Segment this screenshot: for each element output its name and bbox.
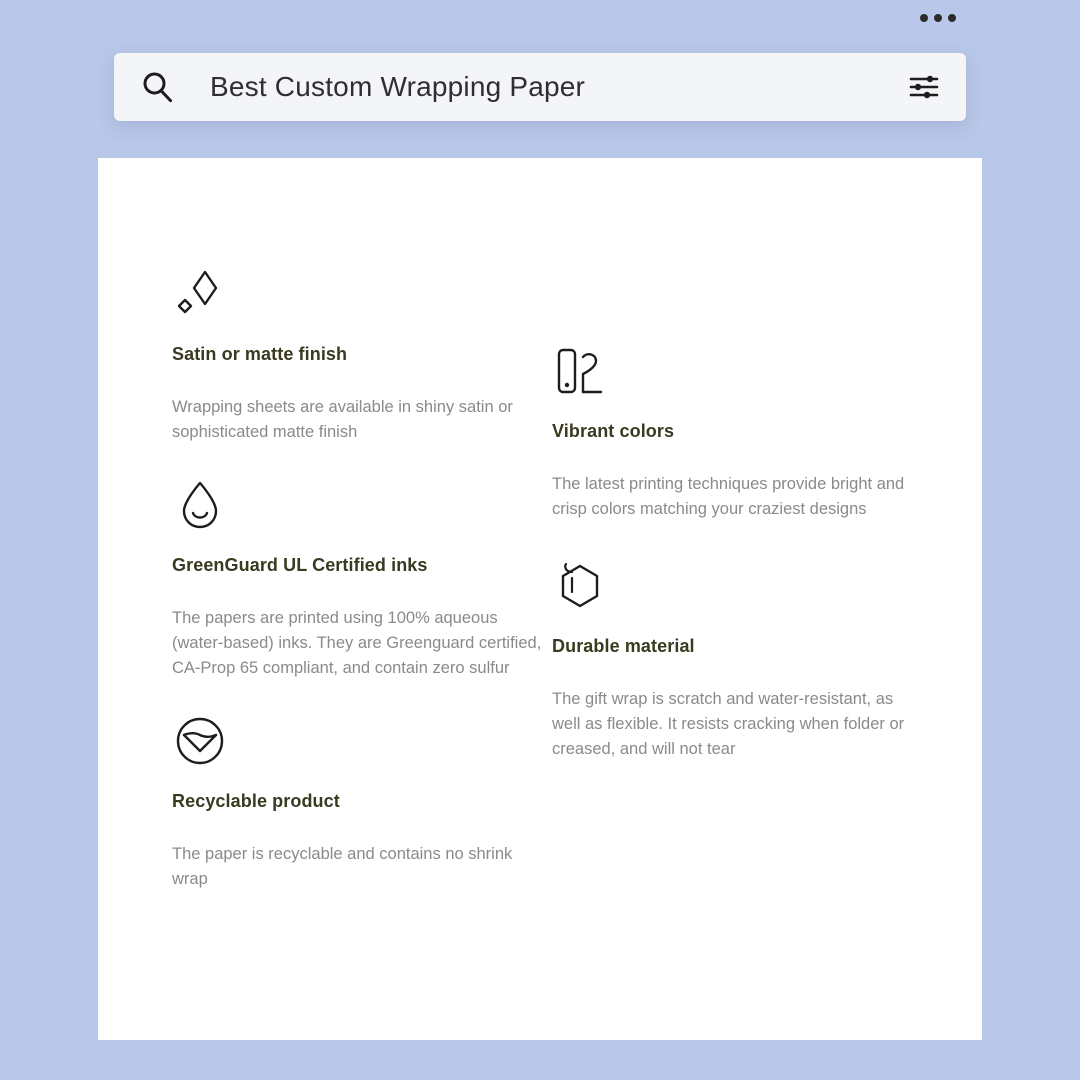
feature-title: GreenGuard UL Certified inks [172, 555, 428, 575]
feature-item [172, 477, 572, 681]
feature-description: The papers are printed using 100% aqueous (water-based) inks. They are Greenguard certified, CA-Prop 65 compliant, and contain zero sulfur [172, 609, 542, 677]
feature-description: The latest printing techniques provide bright and crisp colors matching your craziest designs [552, 475, 905, 518]
feature-title: Satin or matte finish [172, 344, 348, 364]
color-swatch-icon [552, 343, 608, 399]
features-column-left [172, 266, 572, 910]
feature-description: The gift wrap is scratch and water-resistant, as well as flexible. It resists cracking when folder or creased, and will not tear [552, 690, 905, 758]
dot-icon [920, 14, 928, 22]
hexagon-molecule-icon [552, 558, 608, 614]
search-icon[interactable] [140, 70, 174, 104]
dot-icon [934, 14, 942, 22]
filter-sliders-icon[interactable] [908, 71, 940, 103]
feature-item [552, 343, 952, 522]
features-column-right [552, 343, 952, 780]
more-options-button[interactable] [920, 14, 956, 22]
feature-title: Recyclable product [172, 791, 340, 811]
feature-item [552, 558, 952, 762]
feature-item [172, 713, 572, 892]
feature-title: Durable material [552, 636, 695, 656]
search-bar[interactable] [114, 53, 966, 121]
water-drop-icon [172, 477, 228, 533]
feature-item [172, 266, 572, 445]
search-input[interactable]: Best Custom Wrapping Paper [210, 71, 586, 102]
feature-description: Wrapping sheets are available in shiny satin or sophisticated matte finish [172, 398, 513, 441]
content-card [98, 158, 982, 1040]
dot-icon [948, 14, 956, 22]
features-grid [98, 158, 982, 1040]
feature-description: The paper is recyclable and contains no shrink wrap [172, 845, 513, 888]
sparkle-icon [172, 266, 228, 322]
recycle-bowl-icon [172, 713, 228, 769]
feature-title: Vibrant colors [552, 421, 675, 441]
